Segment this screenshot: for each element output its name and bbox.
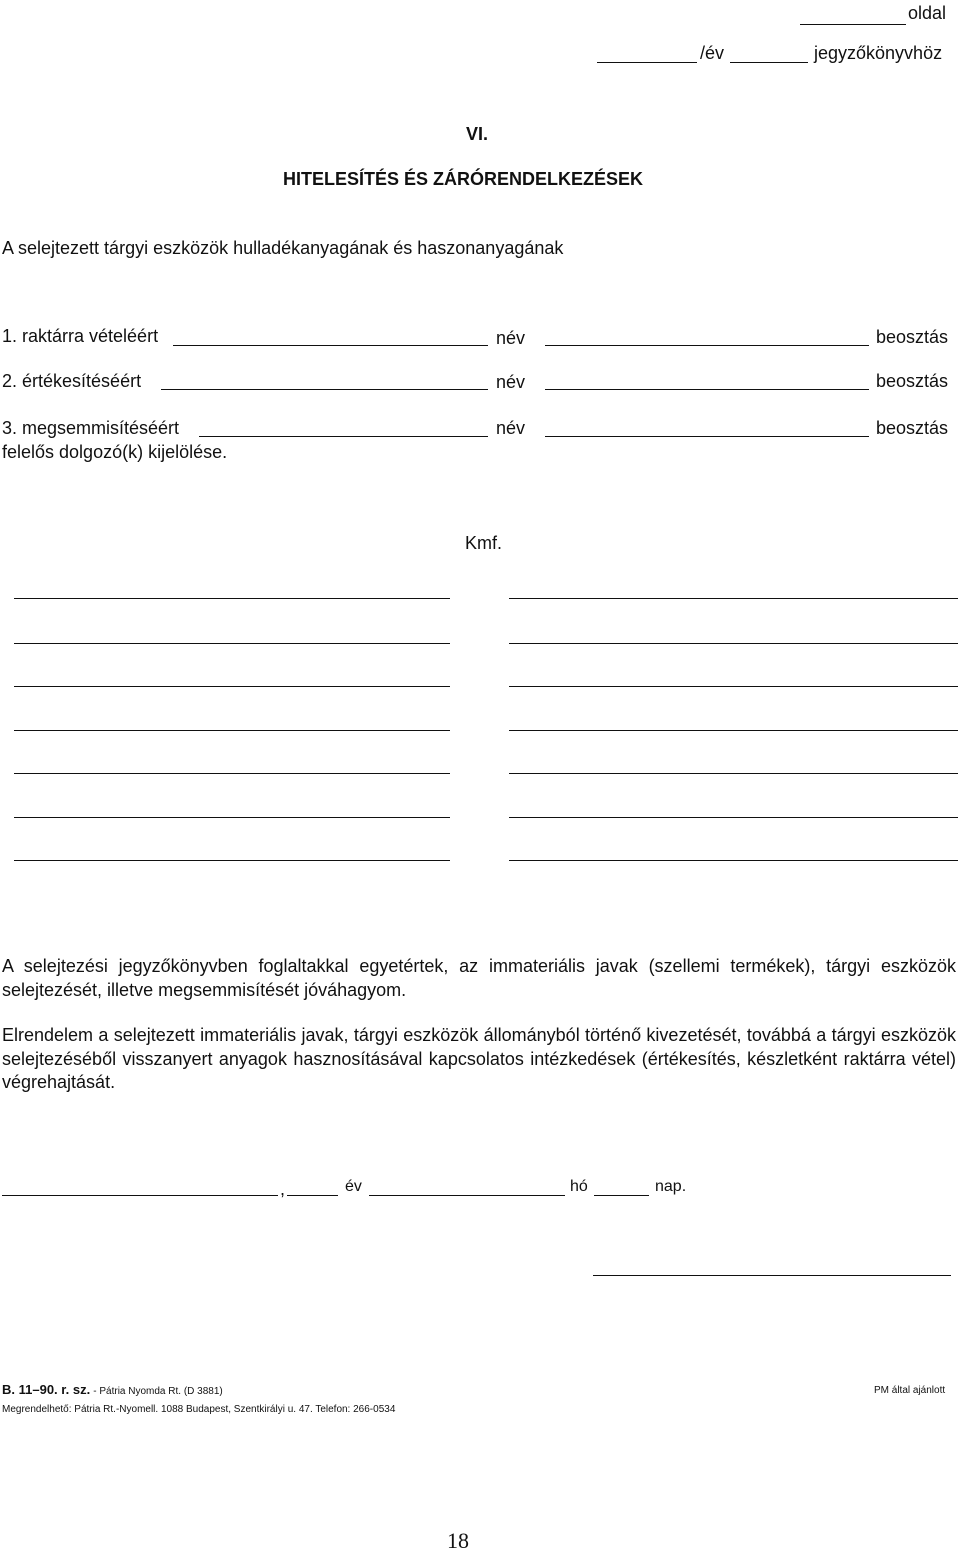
signature-line [509, 598, 958, 599]
date-day-blank [594, 1195, 649, 1196]
approval-paragraph: A selejtezési jegyzőkönyvben foglaltakkal egyetértek, az immateriális javak (szellemi termékek), tárgyi eszközök selejtezését, illetve megsemmisítését jóváhagyom. [2, 956, 956, 1000]
year-slash-label: /év [700, 43, 725, 63]
responsible-row-2-blank [161, 389, 488, 390]
date-comma: , [280, 1179, 286, 1199]
form-code-text: B. 11–90. r. sz. [2, 1382, 91, 1397]
responsible-row-2-name-label: név [496, 372, 526, 392]
date-month-label: hó [570, 1178, 588, 1195]
section-title: HITELESÍTÉS ÉS ZÁRÓRENDELKEZÉSEK [283, 169, 644, 189]
signature-line [14, 860, 450, 861]
signature-line [14, 730, 450, 731]
printer-text: - Pátria Nyomda Rt. (D 3881) [93, 1386, 223, 1397]
protocol-label: jegyzőkönyvhöz [814, 43, 943, 63]
responsible-row-2-name-blank [545, 389, 869, 390]
section-number: VI. [466, 124, 489, 144]
protocol-number-blank [597, 62, 697, 63]
recommended-text: PM által ajánlott [874, 1385, 946, 1396]
page-label: oldal [908, 3, 947, 23]
responsible-row-1-blank [173, 345, 488, 346]
page-number-blank [800, 24, 906, 25]
responsible-row-1-position-label: beosztás [876, 327, 949, 347]
date-year-label: év [345, 1178, 362, 1195]
form-code [2, 1383, 223, 1399]
responsible-row-3-name-label: név [496, 418, 526, 438]
responsible-row-3-name-blank [545, 436, 869, 437]
responsible-row-3-blank [199, 436, 488, 437]
signature-line [14, 643, 450, 644]
signature-line [509, 686, 958, 687]
protocol-year-blank [730, 62, 808, 63]
responsible-row-1-label: 1. raktárra vételéért [2, 326, 159, 346]
signature-line [509, 643, 958, 644]
responsible-row-1-name-label: név [496, 328, 526, 348]
signature-line [14, 817, 450, 818]
responsible-row-1-name-blank [545, 345, 869, 346]
order-info-text: Megrendelhető: Pátria Rt.-Nyomell. 1088 Budapest, Szentkirályi u. 47. Telefon: 266-0534 [2, 1404, 396, 1415]
approver-signature-line [593, 1275, 951, 1276]
signature-line [509, 773, 958, 774]
date-place-blank [2, 1195, 278, 1196]
signature-line [509, 860, 958, 861]
date-month-blank [369, 1195, 565, 1196]
intro-text: A selejtezett tárgyi eszközök hulladékanyagának és haszonanyagának [2, 238, 564, 258]
responsible-row-2-position-label: beosztás [876, 371, 949, 391]
signature-line [509, 817, 958, 818]
signature-line [14, 686, 450, 687]
responsible-row-3-label: 3. megsemmisítéséért [2, 418, 180, 438]
kmf-label: Kmf. [465, 533, 503, 553]
responsible-row-2-label: 2. értékesítéséért [2, 371, 142, 391]
signature-line [14, 773, 450, 774]
signature-line [14, 598, 450, 599]
designation-note: felelős dolgozó(k) kijelölése. [2, 442, 228, 462]
order-paragraph: Elrendelem a selejtezett immateriális javak, tárgyi eszközök állományból történő kivezetését, továbbá a tárgyi eszközök selejtezéséből visszanyert anyagok hasznosításával kapcsolatos intézkedések (értékesítés, készletként raktárra vétel) végrehajtását. [2, 1025, 956, 1092]
page-number: 18 [447, 1528, 469, 1553]
responsible-row-3-position-label: beosztás [876, 418, 949, 438]
signature-line [509, 730, 958, 731]
date-year-blank [287, 1195, 338, 1196]
date-day-label: nap. [655, 1178, 687, 1195]
